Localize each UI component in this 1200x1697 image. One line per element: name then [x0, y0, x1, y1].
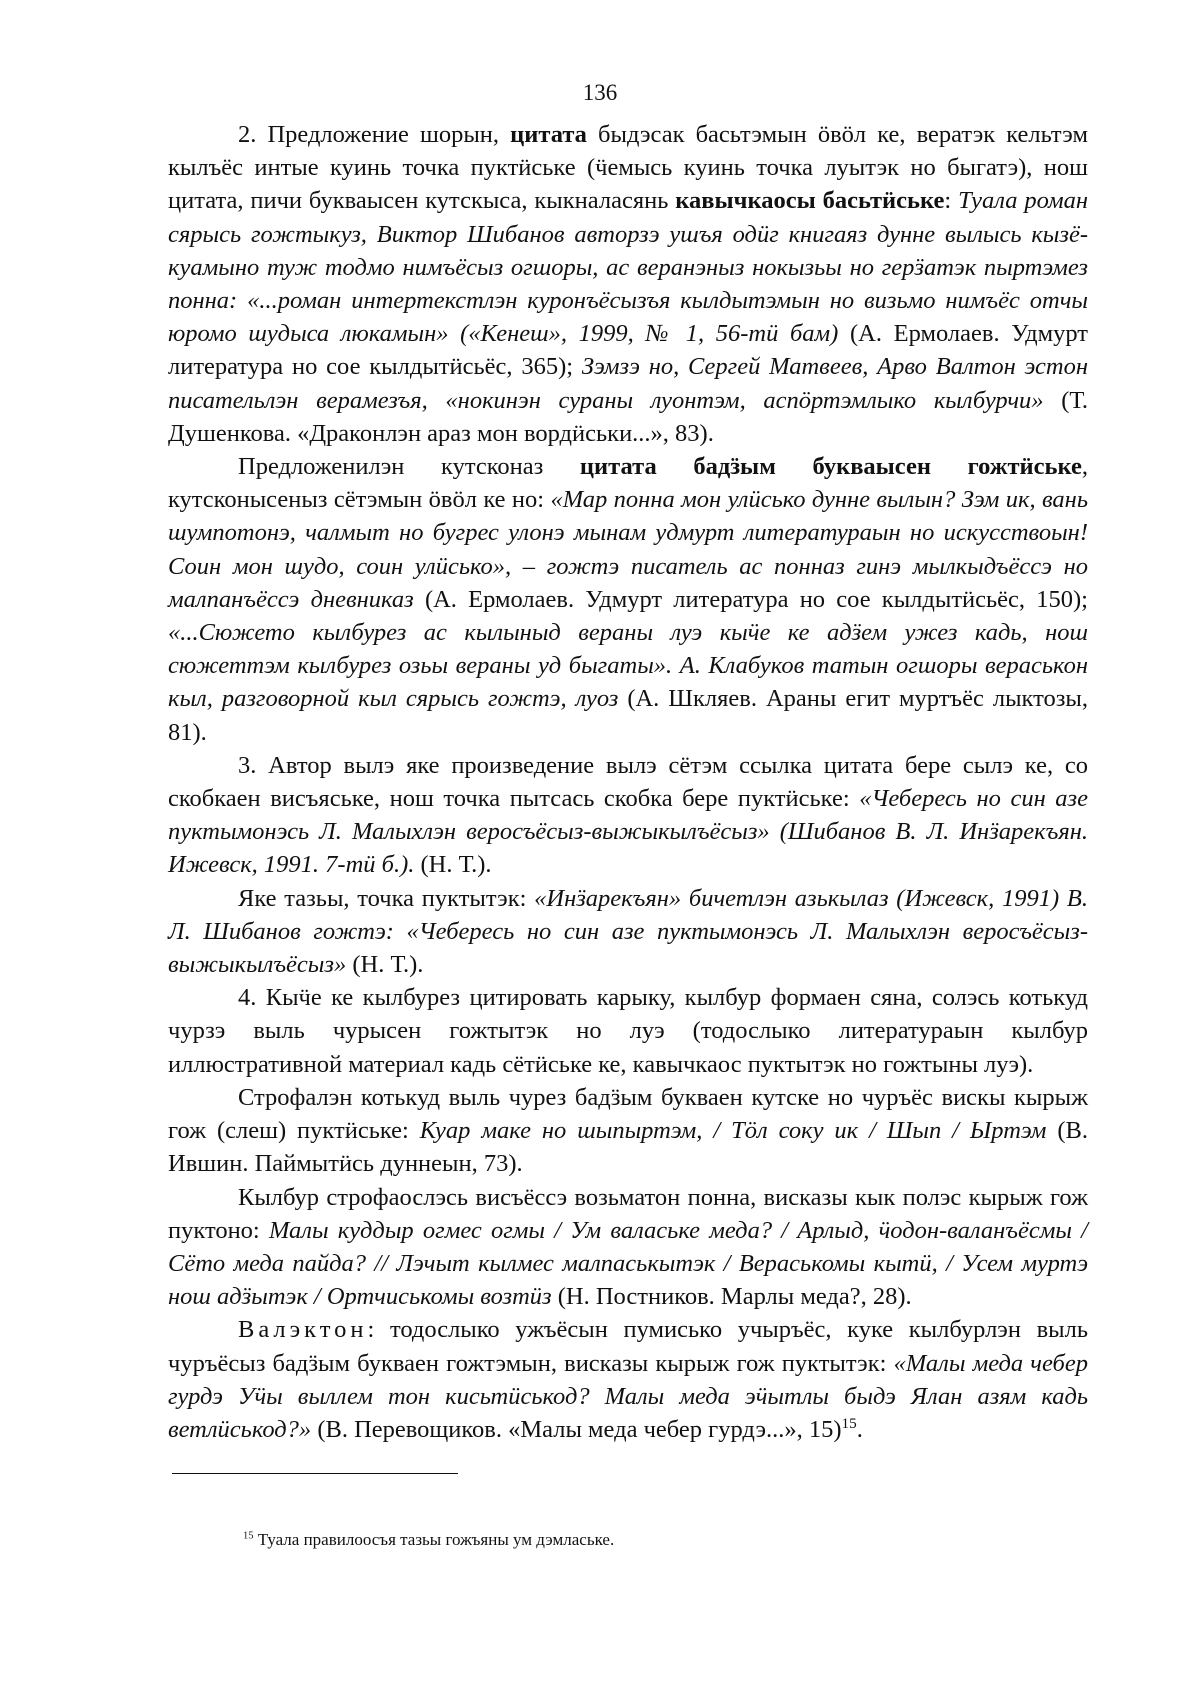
p6-text-a: Строфалэн котькуд выль чурез бадӟым букваен кутске но чуръёс вискы кырыж гож (слеш) пуктӥське:: [168, 1083, 1088, 1145]
p1-source-2: (Т. Душенкова. «Драконлэн араз мон вордӥськи...», 83).: [168, 386, 1088, 447]
p3-source: (Н. Т.).: [414, 851, 492, 879]
p1-text-c: быдэсак басьтэмын ӧвӧл ке, вератэк кельтэм кылъёс интые куинь точка пуктӥське (ӵемысь куинь точка луытэк но быгатэ), нош цитата, пичи букваысен кутскыса, кыкналасянь: [168, 121, 1088, 215]
paragraph-6: [168, 1081, 1088, 1181]
p3-italic-example: «Чебересь но син азе пуктымонэсь Л. Малыхлэн веросъёсыз-выжыкылъёсыз» (Шибанов В. Л. Инӟарекъян. Ижевск, 1991. 7-тӥ б.).: [168, 785, 1088, 879]
footnote-marker: 15: [243, 1530, 254, 1542]
paragraph-5: [168, 981, 1088, 1081]
paragraph-1: [168, 118, 1088, 450]
p4-source: (Н. Т.).: [346, 951, 424, 979]
p8-text-d: .: [856, 1415, 863, 1443]
p6-italic-example: Куар маке но шыпыртэм, / Тӧл соку ик / Шып / Ыртэм: [419, 1117, 1047, 1145]
paragraph-3: [168, 749, 1088, 882]
paragraph-7: [168, 1181, 1088, 1314]
paragraph-8: [168, 1313, 1088, 1446]
footnote-ref-15[interactable]: 15: [841, 1414, 857, 1432]
p5-text-a: 4. Кыӵе ке кылбурез цитировать карыку, кылбур формаен сяна, солэсь котькуд чурзэ выль чурысен гожтытэк но луэ (тодослыко литератураын кылбур иллюстративной материал кадь сётӥське ке, кавычкаос пуктытэк но гожтыны луэ).: [168, 984, 1088, 1078]
page-number: 136: [582, 80, 618, 105]
p8-italic-example: «Малы меда чебер гурдэ Уӵы выллем тон кисьтӥськод? Малы меда эӵытлы быдэ Ялан азям кадь ветлӥськод?»: [168, 1349, 1088, 1443]
p2-bold-rule: цитата бадӟым букваысен гожтӥське: [579, 453, 1082, 481]
p2-italic-example-2: «...Сюжето кылбурез ас кылыныд вераны луэ кыӵе ке адӟем ужез кадь, нош сюжеттэм кылбурез озьы вераны уд быгаты». А. Клабуков татын огшоры вераськон кыл, разговорной кыл сярысь гожтэ, луоз: [168, 619, 1088, 713]
p1-italic-example-1: Туала роман сярысь гожтыкуз, Виктор Шибанов авторзэ ушъя одӥг книгаяз дунне вылысь кызё-куамыно туж тодмо нимъёсыз огшоры, ас веранэныз нокызьы но герӟатэк пыртэмез понна: «...роман интертекстлэн куронъёсызъя кылдытэмын но визьмо нимъёс отчы юромо шудыса люкамын» («Кенеш», 1999, № 1, 56-тӥ бам): [168, 187, 1088, 348]
p2-text-c: , кутсконысеныз сётэмын ӧвӧл ке но:: [168, 453, 1089, 514]
p2-text-a: Предложенилэн кутсконаз: [238, 453, 580, 481]
p2-source-1: (А. Ермолаев. Удмурт литература но сое кылдытӥсьёс, 150);: [413, 585, 1088, 613]
p8-source: (В. Перевощиков. «Малы меда чебер гурдэ...», 15): [311, 1415, 842, 1443]
p7-italic-example: Малы куддыр огмес огмы / Ум валаське меда? / Арлыд, ӵодон-валанъёсмы / Сёто меда пайда? // Лэчыт кылмес малпаськытэк / Вераськомы кытӥ, / Усем муртэ нош адӟытэк / Ортчиськомы возтӥз: [168, 1216, 1088, 1311]
body-text: [168, 118, 1088, 1446]
p8-spaced-valekton: Валэктон: [238, 1316, 368, 1344]
footnote-15: [243, 1529, 1093, 1551]
p1-italic-example-2: Зэмзэ но, Сергей Матвеев, Арво Валтон эстон писательлэн верамезъя, «нокинэн сураны луонтэм, аспӧртэмлыко кылбурчи»: [168, 353, 1089, 414]
p6-source: (В. Ившин. Паймытӥсь дуннеын, 73).: [168, 1117, 1089, 1178]
p4-italic-example: «Инӟарекъян» бичетлэн азькылаз (Ижевск, 1991) В. Л. Шибанов гожтэ: «Чебересь но син азе пуктымонэсь Л. Малыхлэн веросъёсыз-выжыкылъёсыз»: [168, 884, 1088, 979]
p7-source: (Н. Постников. Марлы меда?, 28).: [551, 1283, 912, 1311]
p3-text-a: 3. Автор вылэ яке произведение вылэ сётэм ссылка цитата бере сылэ ке, со скобкаен висъяське, нош точка пытсась скобка бере пуктӥське:: [168, 751, 1088, 813]
p1-text-e: :: [944, 187, 959, 215]
p4-text-a: Яке тазьы, точка пуктытэк:: [238, 884, 535, 912]
p1-bold-citata: цитата: [510, 121, 587, 148]
p1-text-a: 2. Предложение шорын,: [238, 121, 511, 148]
p1-bold-kavychkaosy: кавычкаосы басьтӥське: [675, 187, 945, 215]
footnote-text: Туала правилоосъя тазьы гожъяны ум дэмлаське.: [253, 1530, 615, 1549]
paragraph-4: [168, 882, 1088, 982]
p2-source-2: (А. Шкляев. Араны егит муртъёс лыктозы, 81).: [168, 685, 1089, 746]
p8-text-a: : тодослыко ужъёсын пумисько учыръёс, куке кылбурлэн выль чуръёсыз бадӟым букваен гожтэмын, висказы кырыж гож пуктытэк:: [168, 1316, 1088, 1377]
p1-source-1: (А. Ермолаев. Удмурт литература но сое кылдытӥсьёс, 365);: [168, 320, 1089, 381]
footnote-divider: [172, 1473, 458, 1474]
p2-italic-example-1: «Мар понна мон улӥсько дунне вылын? Зэм ик, вань шумпотонэ, чалмыт но бугрес улонэ мынам удмурт литератураын но искусствоын! Соин мон шудо, соин улӥсько», – гожтэ писатель ас понназ гинэ мылкыдъёссэ но малпанъёссэ дневниказ: [168, 486, 1088, 613]
paragraph-2: [168, 450, 1088, 749]
p7-text-a: Кылбур строфаослэсь висъёссэ возьматон понна, висказы кык полэс кырыж гож пуктоно:: [168, 1183, 1088, 1244]
